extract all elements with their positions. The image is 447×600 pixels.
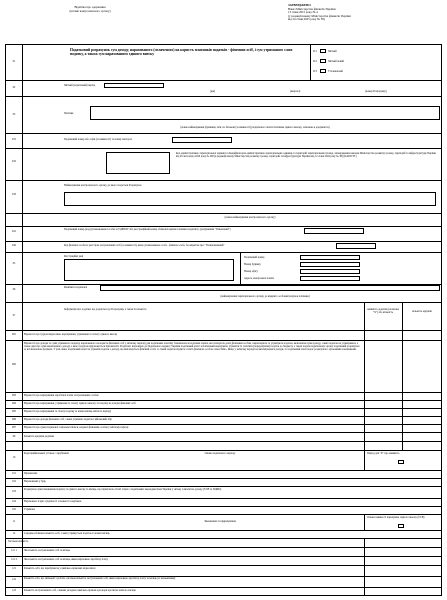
- payer-label: Платник: [64, 112, 74, 115]
- registration-tax-number-field[interactable]: [300, 255, 360, 260]
- period-field[interactable]: [104, 83, 164, 88]
- form-title: Податковий розрахунок сум доходу, нарахованого (сплаченого) на користь платників податків - фізичних осіб, і сум утриманого з них податку, а також сум нарахованого єдиного внеску: [70, 48, 293, 57]
- payer-field[interactable]: [90, 106, 440, 120]
- katottg-field[interactable]: [106, 152, 170, 174]
- list-item: Розрахунок суми зменшення податку та єдиного внеску за місяць, що підлягають сплаті згідно з податковим законодавством України у зв'язку з виплатою доходу (ЄСВ та ПДФО): [24, 488, 222, 491]
- tax-office-details-field[interactable]: [100, 285, 440, 291]
- list-item: Кількість осіб, що звільнені з роботи, загальна кількість застрахованих осіб, яким нараховано заробітну плату за місяць (із звільненими): [24, 577, 176, 580]
- checkbox-contribution[interactable]: [398, 524, 404, 528]
- list-item: Нарахованих у будь: [24, 480, 46, 483]
- list-item: Нараховано згідно сукупності основної та надбавок: [24, 500, 82, 503]
- list-item: Відомості про доходи фізичних осіб, з яких утримано податок і військовий збір: [24, 418, 112, 421]
- checkbox-period[interactable]: [398, 460, 404, 464]
- list-item: Чисельність застрахованих осіб за місяць, яким нараховано заробітну плату: [24, 558, 108, 561]
- list-item: Відомості про нарахування та сплату податку за кожен місяць звітного періоду: [24, 410, 112, 413]
- approval-heading: ЗАТВЕРДЖЕНО: [288, 3, 311, 7]
- katottg-description: Код адміністративно-територіальної одиниці за Кодифікатором адміністративно-територіальних одиниць та територій територіальних громад, затвердженим наказом Міністерства розвитку громад, територій та інфраструктури України від 26 листопада 2020 року № 290 (в редакції наказу Міністерства розвитку громад, територій та інфраструктури України від 12 січня 2024 року № 38) (КАТОТТГ): [176, 152, 436, 159]
- tax-number-field[interactable]: [172, 137, 232, 143]
- list-item: Відомості про трудові відносини, нарахування, утримання та сплату єдиного внеску: [24, 333, 118, 336]
- list-item: Працюючих: [24, 472, 38, 475]
- list-item: Кількість застрахованих осіб, з якими укладено цивільно-правові договори протягом звітного місяця: [24, 589, 136, 592]
- list-item: Відомості про нарахування заробітної плати застрахованим особам: [24, 394, 99, 397]
- controlling-body-field[interactable]: [64, 192, 436, 206]
- checkbox-report-011[interactable]: [320, 49, 326, 53]
- payer-caption: (повне найменування (прізвище, ім'я, по батькові (за наявності)) податкового агента/платника єдиного внеску, зазначене в документах): [180, 126, 330, 129]
- list-item: Відомості про доходи та суми утриманого податку, нарахованого на користь фізичних осіб у звітному періоді (для податкових агентів). Зазначаються податкові агенти, які сплачують дохід фізичним особам і нараховують та утримують податок, включаючи суми доходу, з яких податок не утримувався, а також дані про суми нарахованого доходу, з якого податок відраховується при виплаті. Розділом і відповідно до Податкового кодексу України податковий агент зобов'язаний нарахувати, утримати та сплатити (перерахувати) податок до бюджету, а також подати податковому органу податковий розрахунок за встановленою формою. У разі, якщо податковий агент не утримав податок з доходу, що виплачується фізичній особі, то такий податок підлягає сплаті фізичною особою самостійно. Якщо у звітному періоді не виплачувалися доходи, то податковий агент подає розрахунок з нульовими показниками.: [24, 342, 360, 352]
- list-item: Відомості про нарахування, утримання та сплату єдиного внеску та податку на доходи фізичних осіб: [24, 402, 136, 405]
- period-label: Звітний (податковий) період: [64, 84, 96, 87]
- row-num-01: 01: [12, 60, 16, 63]
- list-item: Утримано: [24, 508, 36, 511]
- checkbox-report-012[interactable]: [320, 59, 326, 63]
- registration-building-field[interactable]: [300, 262, 360, 267]
- registration-office-field[interactable]: [300, 269, 360, 274]
- registration-field[interactable]: [64, 259, 234, 281]
- insured-person-code-field[interactable]: [336, 243, 376, 249]
- list-item: Кількість осіб, що перебувають у цивільно-правових відносинах: [24, 567, 96, 570]
- list-item: Чисельність застрахованих осіб за місяць: [24, 549, 70, 552]
- checkbox-report-013[interactable]: [320, 69, 326, 73]
- registration-email-field[interactable]: [300, 276, 360, 281]
- controlling-body-caption: (повне найменування контролюючого органу): [224, 216, 276, 219]
- approval-block: ЗАТВЕРДЖЕНО Наказ Міністерства фінансів України 13 січня 2015 року № 4 (у редакції наказу Міністерства фінансів України від 24 січня 2025 року № 38): [288, 4, 438, 22]
- authorized-person-code-field[interactable]: [304, 228, 364, 234]
- list-item: Відомості про суми податкової соціальної пільги, наданої фізичним особам у звітному періоді: [24, 426, 129, 429]
- stamp-note: Відмітка про одержання (штамп контролюючого органу): [69, 5, 111, 13]
- list-item: Кількість аркушів додатків: [24, 435, 54, 438]
